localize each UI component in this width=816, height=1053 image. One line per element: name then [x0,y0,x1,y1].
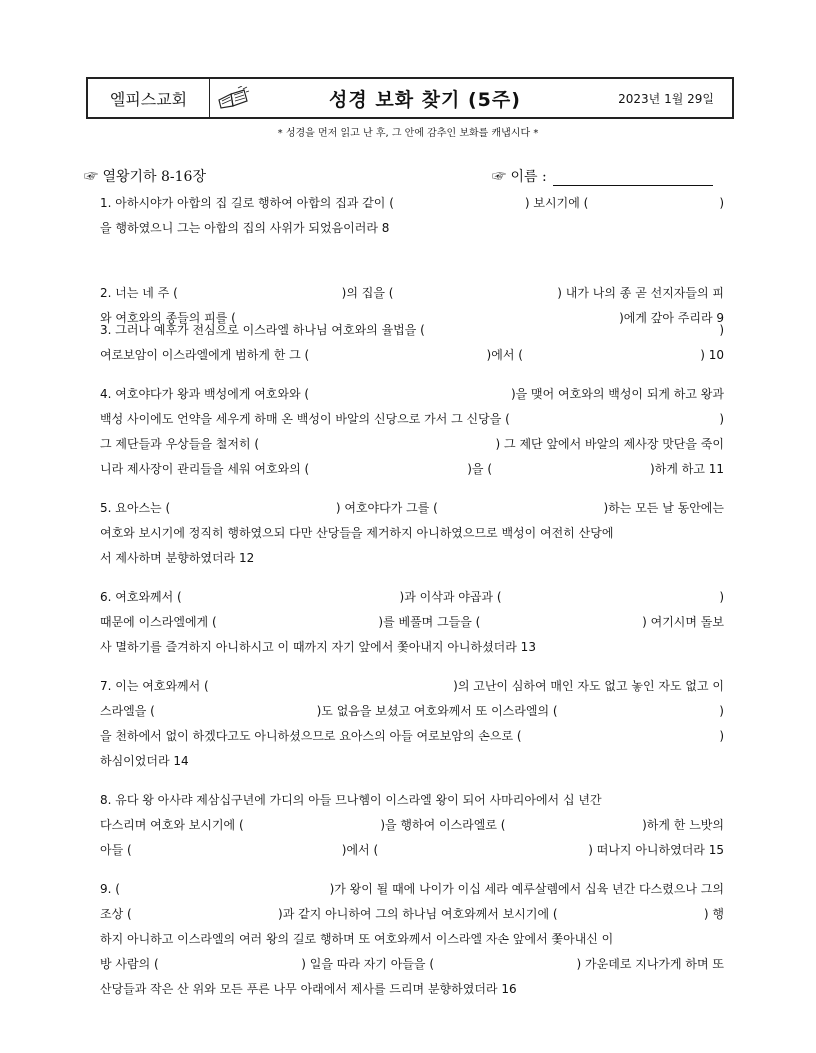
question-7 [100,674,724,774]
question-text-segment: 3. 그러나 예후가 전심으로 이스라엘 하나님 여호와의 율법을 ( [100,323,425,337]
question-6 [100,585,724,660]
question-line [100,902,724,927]
question-text-segment: 을 천하에서 없이 하겠다고도 아니하셨으므로 요아스의 아들 여로보암의 손으로 ( [100,729,522,743]
question-line [100,521,724,546]
question-text-segment: 아들 ( [100,843,132,857]
question-text-segment: ) 여기시며 돌보 [642,615,724,629]
question-text-segment: ) [719,590,724,604]
question-text-segment: )을 맺어 여호와의 백성이 되게 하고 왕과 [510,387,724,401]
page-title: 성경 보화 찾기 (5주) [329,88,521,111]
question-line [100,952,724,977]
question-text-segment: )에서 ( [341,843,379,857]
worksheet-date: 2023년 1월 29일 [618,91,714,106]
question-text-segment: 을 행하였으니 그는 아합의 집의 사위가 되었음이러라 8 [100,221,390,235]
question-text-segment: ) 가운데로 지나가게 하며 또 [576,957,724,971]
question-line [100,674,724,699]
question-text-segment: ) [719,729,724,743]
question-text-segment: 와 여호와의 종들의 피를 ( [100,311,236,325]
question-text-segment: 다스리며 여호와 보시기에 ( [100,818,244,832]
question-text-segment: ) 여호야다가 그를 ( [335,501,438,515]
question-line [100,585,724,610]
question-line [100,191,724,216]
question-text-segment: 그 제단들과 우상들을 철저히 ( [100,437,260,451]
header-box [86,77,734,119]
question-text-segment: )하게 하고 11 [650,462,724,476]
question-text-segment: 8. 유다 왕 아사랴 제삼십구년에 가디의 아들 므나헴이 이스라엘 왕이 되어 사마리아에서 십 년간 [100,793,602,807]
question-text-segment: ) 내가 나의 종 곧 선지자들의 피 [557,286,724,300]
question-text-segment: ) 10 [700,348,724,362]
question-text-segment: ) [719,704,724,718]
question-line [100,610,724,635]
question-text-segment: 여호와 보시기에 정직히 행하였으되 다만 산당들을 제거하지 아니하였으므로 백성이 여전히 산당에 [100,526,614,540]
question-text-segment: ) 보시기에 ( [524,196,589,210]
question-line [100,343,724,368]
question-text-segment: )도 없음을 보셨고 여호와께서 또 이스라엘의 ( [316,704,558,718]
question-text-segment: 4. 여호야다가 왕과 백성에게 여호와와 ( [100,387,310,401]
question-text-segment: )에게 갚아 주리라 9 [619,311,724,325]
question-text-segment: ) 그 제단 앞에서 바알의 제사장 맛단을 죽이 [495,437,724,451]
church-name: 엘피스교회 [88,79,210,117]
question-line [100,838,724,863]
question-line [100,216,724,241]
question-text-segment: 1. 아하시야가 아합의 집 길로 행하여 아합의 집과 같이 ( [100,196,394,210]
question-text-segment: 니라 제사장이 관리들을 세워 여호와의 ( [100,462,310,476]
question-text-segment: 6. 여호와께서 ( [100,590,182,604]
question-text-segment: 방 사람의 ( [100,957,159,971]
question-text-segment: 하심이었더라 14 [100,754,189,768]
question-text-segment: ) 떠나지 아니하였더라 15 [588,843,724,857]
question-line [100,457,724,482]
question-line [100,382,724,407]
question-text-segment: )를 베풀며 그들을 ( [378,615,481,629]
question-text-segment: 9. ( [100,882,120,896]
question-3 [100,318,724,368]
question-line [100,724,724,749]
name-blank-line[interactable] [553,171,713,186]
question-text-segment: )을 ( [467,462,493,476]
instruction-text: * 성경을 먼저 읽고 난 후, 그 안에 감추인 보화를 캐냅시다 * [277,128,539,139]
question-8 [100,788,724,863]
name-field[interactable] [492,166,713,186]
question-text-segment: 때문에 이스라엘에게 ( [100,615,217,629]
question-line [100,749,724,774]
question-text-segment: ) 일을 따라 자기 아들을 ( [301,957,434,971]
question-text-segment: 하지 아니하고 이스라엘의 여러 왕의 길로 행하며 또 여호와께서 이스라엘 자손 앞에서 쫓아내신 이 [100,932,614,946]
name-label: ☞ 이름 : [492,169,547,185]
question-line [100,635,724,660]
question-line [100,877,724,902]
scripture-range: ☞ 열왕기하 8-16장 [84,169,206,185]
question-text-segment: 서 제사하며 분향하였더라 12 [100,551,255,565]
question-line [100,927,724,952]
question-text-segment: 7. 이는 여호와께서 ( [100,679,209,693]
question-text-segment: )하는 모든 날 동안에는 [603,501,724,515]
question-line [100,432,724,457]
open-bible-icon [216,86,250,110]
question-text-segment: ) [719,196,724,210]
question-text-segment: 2. 너는 네 주 ( [100,286,178,300]
question-text-segment: )의 집을 ( [341,286,394,300]
question-text-segment: )의 고난이 심하여 매인 자도 없고 놓인 자도 없고 이 [453,679,724,693]
question-5 [100,496,724,571]
question-line [100,977,724,1002]
question-line [100,496,724,521]
question-text-segment: 5. 요아스는 ( [100,501,171,515]
question-text-segment: 여로보암이 이스라엘에게 범하게 한 그 ( [100,348,310,362]
question-text-segment: 스라엘을 ( [100,704,155,718]
question-text-segment: )에서 ( [486,348,523,362]
question-text-segment: 백성 사이에도 언약을 세우게 하매 온 백성이 바알의 신당으로 가서 그 신당을 ( [100,412,510,426]
question-text-segment: )과 같지 아니하여 그의 하나님 여호와께서 보시기에 ( [278,907,558,921]
question-line [100,407,724,432]
question-line [100,699,724,724]
question-line [100,281,724,306]
question-text-segment: ) 행 [703,907,724,921]
question-4 [100,382,724,482]
question-text-segment: )하게 한 느밧의 [642,818,724,832]
question-text-segment: 조상 ( [100,907,132,921]
question-line [100,813,724,838]
question-text-segment: ) [719,323,724,337]
question-text-segment: )을 행하여 이스라엘로 ( [380,818,506,832]
question-text-segment: ) [719,412,724,426]
question-1 [100,191,724,241]
question-text-segment: )가 왕이 될 때에 나이가 이십 세라 예루살렘에서 십육 년간 다스렸으나 그의 [329,882,724,896]
question-line [100,788,724,813]
question-9 [100,877,724,1002]
question-text-segment: 사 멸하기를 즐겨하지 아니하시고 이 때까지 자기 앞에서 쫓아내지 아니하셨더라 13 [100,640,536,654]
question-text-segment: )과 이삭과 야곱과 ( [399,590,502,604]
question-line [100,546,724,571]
question-line [100,318,724,343]
question-text-segment: 산당들과 작은 산 위와 모든 푸른 나무 아래에서 제사를 드리며 분향하였더라 16 [100,982,517,996]
